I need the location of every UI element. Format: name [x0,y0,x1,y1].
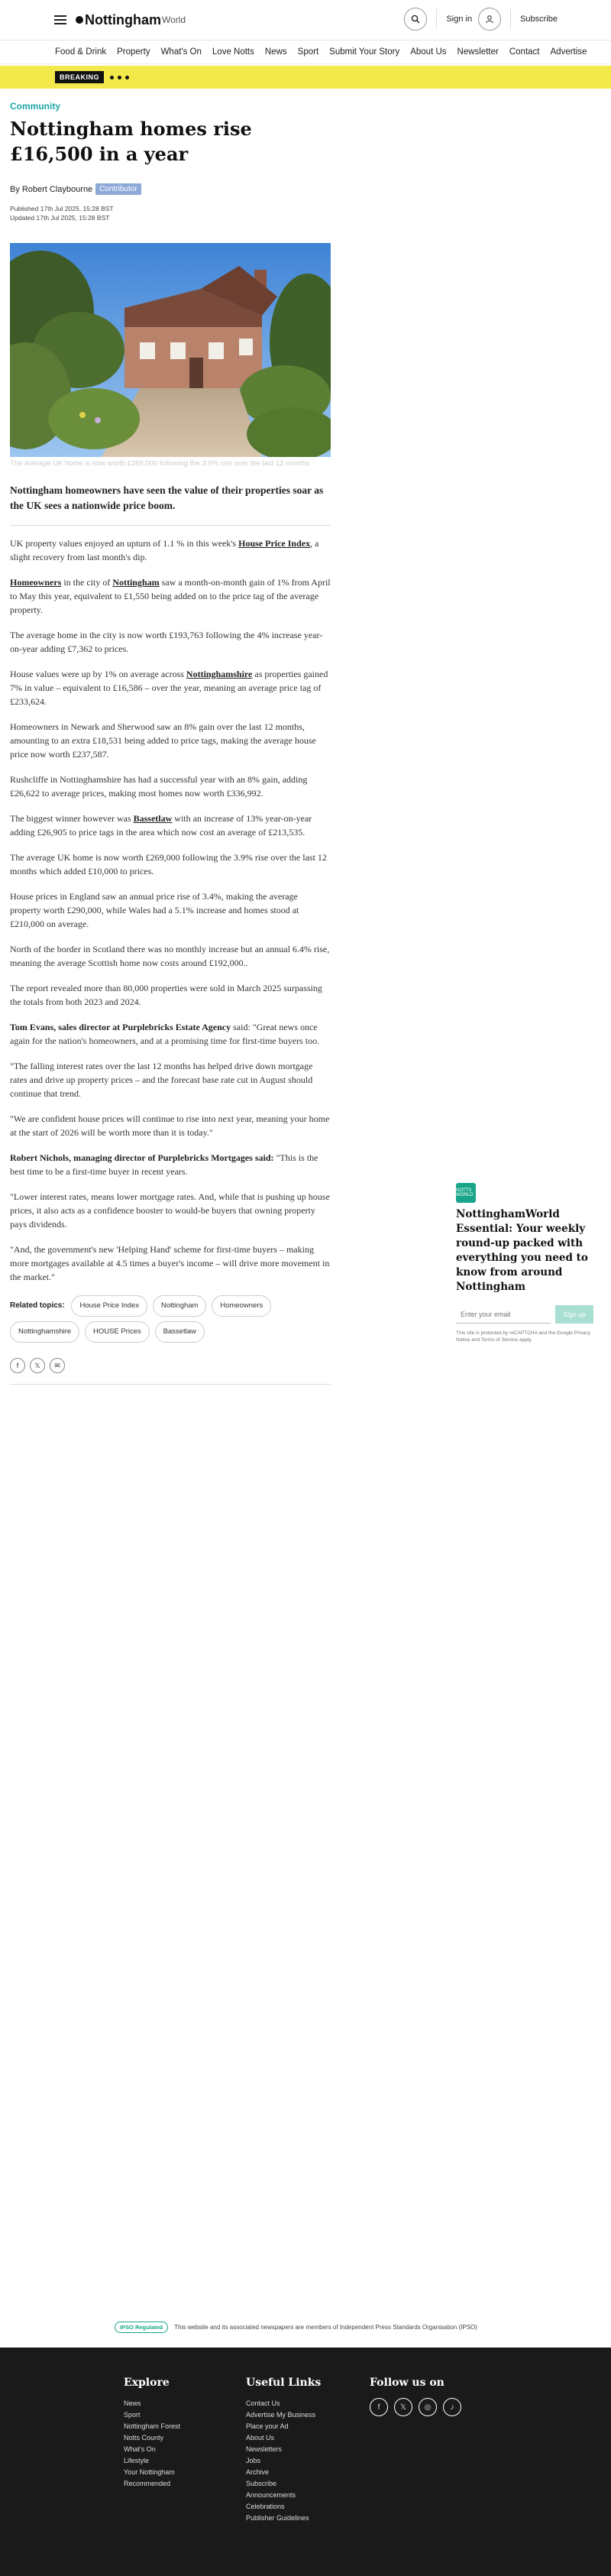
ipso-notice [115,2322,542,2333]
related-topics-label: Related topics: [10,1301,65,1310]
footer-link[interactable]: Advertise My Business [246,2411,316,2419]
article [10,101,331,1369]
paragraph: "And, the government's new 'Helping Hand' scheme for first-time buyers – making more mortgages available at 4.5 times a buyer's income – will drive more movement in the market." [10,1244,330,1282]
nav-item-whats-on[interactable]: What's On [160,47,202,57]
x-icon[interactable]: 𝕏 [30,1358,45,1373]
footer-useful-title: Useful Links [246,2377,322,2389]
header-divider [436,9,437,29]
footer-link[interactable]: Celebrations [246,2503,285,2510]
topic-pill[interactable]: House Price Index [71,1295,147,1317]
signup-button[interactable]: Sign up [555,1305,593,1324]
breaking-news-bar[interactable] [0,66,611,89]
footer-link[interactable]: News [124,2399,141,2407]
signin-link[interactable]: Sign in [446,15,473,24]
email-field[interactable] [456,1306,551,1324]
author-prefix: By [10,184,20,194]
topic-pill[interactable]: Homeowners [212,1295,271,1317]
footer-useful-links [246,2377,321,2524]
nav-item-contact[interactable]: Contact [509,47,540,57]
paragraph: Tom Evans, sales director at Purplebricks Estate Agency said: "Great news once again for the nation's homeowners, and at a promising time for first-time buyers too. [10,1022,320,1046]
nav-item-news[interactable]: News [264,47,287,57]
nav-item-advertise[interactable]: Advertise [550,47,587,57]
paragraph: The average UK home is now worth £269,000 following the 3.9% rise over the last 12 months which added £10,000 to prices. [10,852,327,876]
footer-link[interactable]: Publisher Guidelines [246,2514,309,2522]
link-homeowners[interactable]: Homeowners [10,577,62,588]
footer-link[interactable]: Jobs [246,2457,261,2464]
footer-follow [370,2377,461,2416]
related-topics [10,1295,331,1347]
nav-item-about-us[interactable]: About Us [410,47,447,57]
topic-pill[interactable]: Bassetlaw [155,1321,205,1343]
search-button[interactable] [404,8,427,31]
paragraph: The report revealed more than 80,000 properties were sold in March 2025 surpassing the totals from both 2023 and 2024. [10,983,322,1007]
link-bassetlaw[interactable]: Bassetlaw [133,813,173,824]
main-nav [0,41,611,64]
facebook-icon[interactable]: f [370,2398,388,2416]
nav-item-food-drink[interactable]: Food & Drink [55,47,107,57]
topic-pill[interactable]: Nottingham [153,1295,207,1317]
search-icon [411,15,420,24]
paragraph: UK property values enjoyed an upturn of 1.1 % in this week's House Price Index, a slight recovery from last month's dip. [10,538,319,562]
footer-link[interactable]: Your Nottingham [124,2468,175,2476]
newsletter-signup [456,1183,593,1343]
byline [10,183,331,195]
nav-item-sport[interactable]: Sport [297,47,319,57]
footer-link[interactable]: Sport [124,2411,141,2419]
share-buttons [10,1358,331,1373]
image-caption: The average UK home is now worth £269,000 following the 3.9% rise over the last 12 months [10,459,310,468]
paragraph: North of the border in Scotland there was no monthly increase but an annual 6.4% rise, meaning the average Scottish home now costs around £192,000.. [10,944,330,968]
x-icon[interactable]: 𝕏 [394,2398,412,2416]
footer-link[interactable]: Archive [246,2468,270,2476]
footer-explore-title: Explore [124,2377,170,2389]
account-button[interactable] [478,8,501,31]
footer-link[interactable]: Nottingham Forest [124,2422,181,2430]
breaking-label: BREAKING [55,71,104,83]
paragraph: House prices in England saw an annual price rise of 3.4%, making the average property worth £290,000, while Wales had a 5.1% increase and homes stood at £210,000 on average. [10,891,299,929]
paragraph: "We are confident house prices will continue to rise into next year, meaning your home at the start of 2026 will be worth more than it is today." [10,1113,330,1138]
published-date: Published 17th Jul 2025, 15:28 BST [10,205,114,212]
nav-item-property[interactable]: Property [117,47,150,57]
footer-link[interactable]: Place your Ad [246,2422,289,2430]
article-image [10,243,331,457]
nav-item-submit-story[interactable]: Submit Your Story [329,47,400,57]
instagram-icon[interactable]: ◎ [419,2398,437,2416]
tiktok-icon[interactable]: ♪ [443,2398,461,2416]
footer-link[interactable]: Subscribe [246,2480,277,2487]
updated-date: Updated 17th Jul 2025, 15:28 BST [10,214,110,222]
newsletter-logo: NOTTS WORLD [456,1183,476,1203]
footer-link[interactable]: Lifestyle [124,2457,150,2464]
facebook-icon[interactable]: f [10,1358,25,1373]
divider [10,525,331,526]
paragraph: "The falling interest rates over the last 12 months has helped drive down mortgage rates and drive up property prices – and the forecast base rate cut in August should continue that trend. [10,1061,313,1099]
paragraph: Homeowners in the city of Nottingham saw a month-on-month gain of 1% from April to May this year, equivalent to £1,550 being added on to the price tag of the average property. [10,577,331,615]
user-icon [485,15,494,24]
footer-link[interactable]: Recommended [124,2480,171,2487]
paragraph: Rushcliffe in Nottinghamshire has had a successful year with an 8% gain, adding £26,622 to average prices, making most homes now worth £336,992. [10,774,308,799]
article-title: Nottingham homes rise £16,500 in a year [10,118,252,165]
site-logo[interactable] [76,12,186,28]
footer-link[interactable]: Contact Us [246,2399,280,2407]
paragraph: The average home in the city is now worth £193,763 following the 4% increase year-on-year adding £7,362 to prices. [10,630,323,654]
article-lead: Nottingham homeowners have seen the value of their properties soar as the UK sees a nationwide price boom. [10,484,324,511]
logo-text: Nottingham [85,11,161,28]
link-house-price-index[interactable]: House Price Index [238,538,311,549]
logo-mark [76,16,83,24]
paragraph: Robert Nichols, managing director of Purplebricks Mortgages said: "This is the best time to be a first-time buyer in recent years. [10,1152,318,1177]
paragraph: The biggest winner however was Bassetlaw with an increase of 13% year-on-year adding £26,905 to price tags in the area which now cost an average of £213,535. [10,813,312,838]
article-category[interactable]: Community [10,101,60,112]
nav-item-newsletter[interactable]: Newsletter [457,47,499,57]
paragraph: "Lower interest rates, means lower mortgage rates. And, while that is pushing up house prices, it also acts as a confidence booster to would-be buyers that owning property pays dividends. [10,1191,330,1230]
footer-link[interactable]: What's On [124,2445,156,2453]
link-nottingham[interactable]: Nottingham [112,577,160,588]
divider [10,1384,331,1385]
nav-item-love-notts[interactable]: Love Notts [212,47,254,57]
loading-dots-icon [110,76,129,79]
email-icon[interactable]: ✉ [50,1358,65,1373]
logo-suffix: World [161,15,186,25]
site-footer [0,2348,611,2576]
contributor-badge: Contributor [95,183,141,195]
footer-link[interactable]: About Us [246,2434,275,2442]
header-divider [510,9,511,29]
subscribe-link[interactable]: Subscribe [520,15,558,24]
recaptcha-notice: This site is protected by reCAPTCHA and the Google Privacy Notice and Terms of Service apply. [456,1330,590,1343]
newsletter-title: NottinghamWorld Essential: Your weekly round-up packed with everything you need to know from around Nottingham [456,1208,588,1293]
footer-link[interactable]: Newsletters [246,2445,283,2453]
topic-pill[interactable]: Nottinghamshire [10,1321,79,1343]
site-header [0,0,611,41]
menu-icon[interactable] [54,15,66,24]
footer-link[interactable]: Notts County [124,2434,164,2442]
article-dates [10,204,331,222]
footer-link[interactable]: Announcements [246,2491,296,2499]
ipso-badge[interactable]: IPSO Regulated [115,2322,168,2333]
author-name[interactable]: Robert Claybourne [21,184,93,194]
footer-explore [124,2377,180,2490]
article-body [10,483,331,1385]
link-nottinghamshire[interactable]: Nottinghamshire [186,669,253,679]
footer-follow-title: Follow us on [370,2377,445,2389]
ipso-text: This website and its associated newspapers are members of Independent Press Standards Organisation (IPSO) [174,2324,477,2331]
paragraph: House values were up by 1% on average across Nottinghamshire as properties gained 7% in value – equivalent to £16,586 – over the year, meaning an average price tag of £233,624. [10,669,328,707]
paragraph: Homeowners in Newark and Sherwood saw an 8% gain over the last 12 months, amounting to an extra £18,531 being added to price tags, making the average house price now worth £237,587. [10,721,316,760]
topic-pill[interactable]: HOUSE Prices [85,1321,150,1343]
